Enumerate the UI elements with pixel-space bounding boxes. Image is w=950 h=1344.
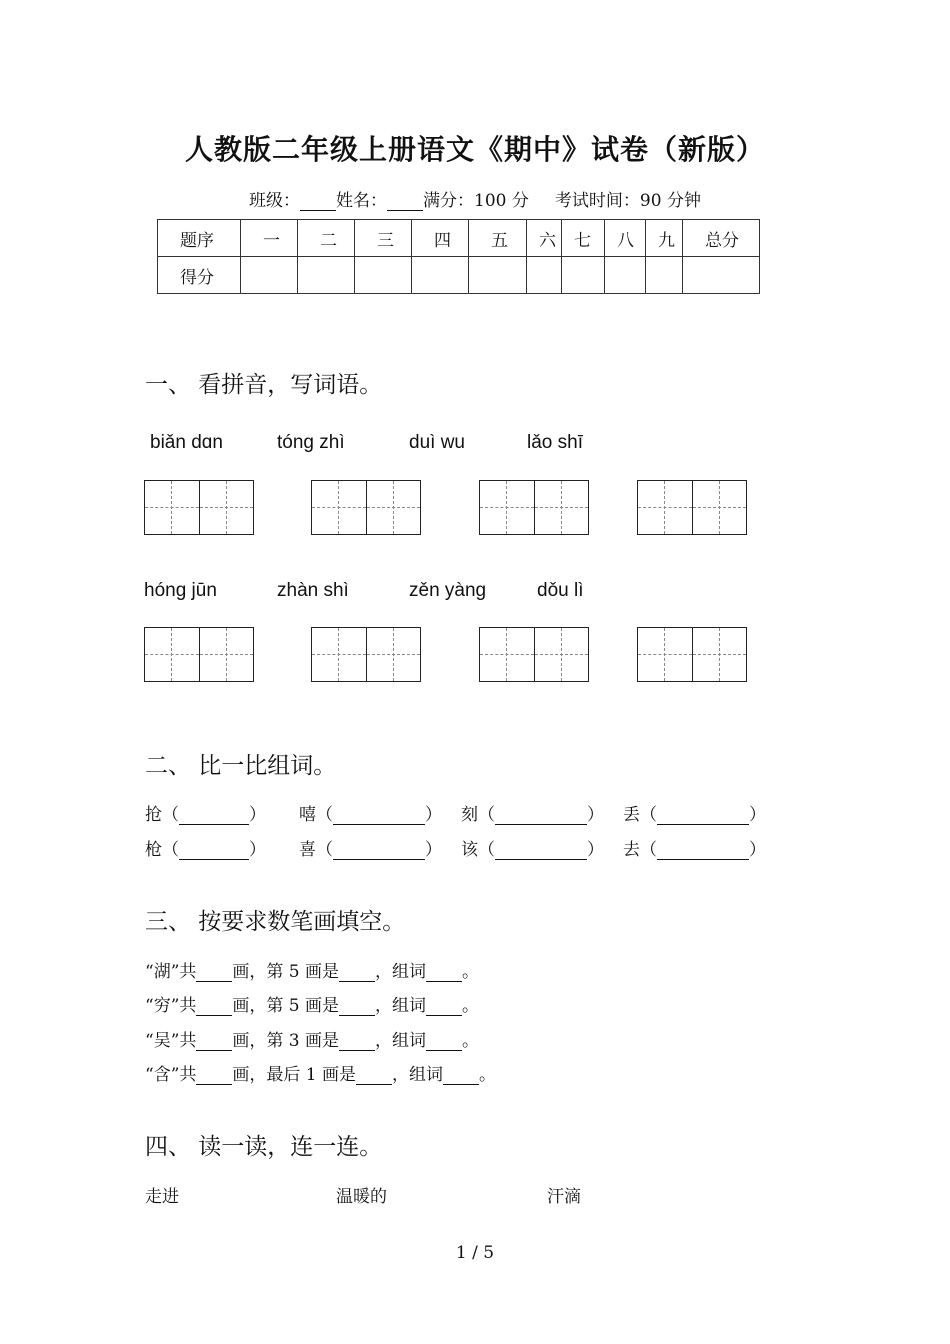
score-cell[interactable] bbox=[469, 257, 527, 294]
answer-blank[interactable] bbox=[196, 965, 232, 982]
name-label: 姓名： bbox=[336, 191, 388, 211]
answer-blank[interactable] bbox=[495, 808, 587, 825]
pinyin-label: dǒu lì bbox=[537, 580, 584, 601]
writing-grid[interactable] bbox=[311, 480, 421, 535]
full-score: 满分：100 分 bbox=[423, 191, 529, 211]
class-blank[interactable] bbox=[300, 192, 336, 211]
row-label: 得分 bbox=[158, 257, 241, 294]
match-word[interactable]: 走进 bbox=[145, 1187, 179, 1207]
compare-item: 枪（ ） bbox=[145, 840, 266, 860]
char: 枪 bbox=[145, 840, 162, 860]
compare-item: 丢（ ） bbox=[623, 805, 766, 825]
score-cell[interactable] bbox=[683, 257, 760, 294]
answer-blank[interactable] bbox=[196, 1034, 232, 1051]
stroke-question: “吴”共 画，第 3 画是 ，组词 。 bbox=[145, 1031, 480, 1051]
stroke-question: “湖”共 画，第 5 画是 ，组词 。 bbox=[145, 962, 480, 982]
score-cell[interactable] bbox=[527, 257, 562, 294]
answer-blank[interactable] bbox=[339, 965, 375, 982]
writing-grid[interactable] bbox=[311, 627, 421, 682]
stroke-question: “穷”共 画，第 5 画是 ，组词 。 bbox=[145, 996, 480, 1016]
table-header-cell: 总分 bbox=[683, 220, 760, 257]
pinyin-label: zhàn shì bbox=[277, 580, 349, 601]
pinyin-label: duì wu bbox=[409, 432, 465, 453]
writing-grid[interactable] bbox=[479, 480, 589, 535]
answer-blank[interactable] bbox=[426, 999, 462, 1016]
pinyin-label: hóng jūn bbox=[144, 580, 217, 601]
answer-blank[interactable] bbox=[179, 808, 249, 825]
table-header-cell: 三 bbox=[355, 220, 412, 257]
match-word[interactable]: 温暖的 bbox=[336, 1187, 387, 1207]
page-number: 1 / 5 bbox=[455, 1243, 495, 1263]
score-cell[interactable] bbox=[355, 257, 412, 294]
compare-item: 抢（ ） bbox=[145, 805, 266, 825]
exam-time: 考试时间：90 分钟 bbox=[554, 191, 701, 211]
answer-blank[interactable] bbox=[657, 808, 749, 825]
score-table-row bbox=[158, 257, 760, 294]
answer-blank[interactable] bbox=[356, 1068, 392, 1085]
score-cell[interactable] bbox=[412, 257, 469, 294]
exam-info bbox=[0, 186, 950, 211]
pinyin-label: lǎo shī bbox=[527, 432, 583, 453]
table-header-cell: 七 bbox=[562, 220, 605, 257]
writing-grid[interactable] bbox=[637, 627, 747, 682]
char: 丢 bbox=[623, 805, 640, 825]
answer-blank[interactable] bbox=[339, 999, 375, 1016]
char: 去 bbox=[623, 840, 640, 860]
char: 抢 bbox=[145, 805, 162, 825]
answer-blank[interactable] bbox=[443, 1068, 479, 1085]
writing-grid[interactable] bbox=[637, 480, 747, 535]
table-header-cell: 五 bbox=[469, 220, 527, 257]
compare-item: 喜（ ） bbox=[299, 840, 442, 860]
table-header-cell: 九 bbox=[646, 220, 683, 257]
answer-blank[interactable] bbox=[333, 808, 425, 825]
char: 嘻 bbox=[299, 805, 316, 825]
char: 刻 bbox=[461, 805, 478, 825]
pinyin-label: biǎn dɑn bbox=[150, 432, 223, 453]
score-cell[interactable] bbox=[562, 257, 605, 294]
char: 该 bbox=[461, 840, 478, 860]
table-header-cell: 二 bbox=[298, 220, 355, 257]
answer-blank[interactable] bbox=[657, 843, 749, 860]
pinyin-label: tóng zhì bbox=[277, 432, 345, 453]
writing-grid[interactable] bbox=[479, 627, 589, 682]
name-blank[interactable] bbox=[387, 192, 423, 211]
answer-blank[interactable] bbox=[339, 1034, 375, 1051]
compare-item: 嘻（ ） bbox=[299, 805, 442, 825]
table-header-cell: 八 bbox=[605, 220, 646, 257]
match-word[interactable]: 汗滴 bbox=[547, 1187, 581, 1207]
answer-blank[interactable] bbox=[333, 843, 425, 860]
score-cell[interactable] bbox=[298, 257, 355, 294]
table-header-cell: 四 bbox=[412, 220, 469, 257]
class-label: 班级： bbox=[249, 191, 301, 211]
score-cell[interactable] bbox=[241, 257, 298, 294]
page-title: 人教版二年级上册语文《期中》试卷（新版） bbox=[184, 133, 765, 166]
answer-blank[interactable] bbox=[426, 1034, 462, 1051]
section3-heading: 三、 按要求数笔画填空。 bbox=[145, 909, 406, 935]
table-header-cell: 一 bbox=[241, 220, 298, 257]
compare-item: 去（ ） bbox=[623, 840, 766, 860]
answer-blank[interactable] bbox=[426, 965, 462, 982]
compare-item: 刻（ ） bbox=[461, 805, 604, 825]
char: 喜 bbox=[299, 840, 316, 860]
score-table-header-row bbox=[158, 220, 760, 257]
answer-blank[interactable] bbox=[179, 843, 249, 860]
stroke-question: “含”共 画，最后 1 画是 ，组词 。 bbox=[145, 1065, 497, 1085]
table-header-cell: 六 bbox=[527, 220, 562, 257]
compare-item: 该（ ） bbox=[461, 840, 604, 860]
answer-blank[interactable] bbox=[196, 1068, 232, 1085]
score-cell[interactable] bbox=[646, 257, 683, 294]
answer-blank[interactable] bbox=[495, 843, 587, 860]
score-cell[interactable] bbox=[605, 257, 646, 294]
answer-blank[interactable] bbox=[196, 999, 232, 1016]
writing-grid[interactable] bbox=[144, 480, 254, 535]
writing-grid[interactable] bbox=[144, 627, 254, 682]
section1-heading: 一、 看拼音，写词语。 bbox=[145, 372, 383, 398]
table-header-cell: 题序 bbox=[158, 220, 241, 257]
pinyin-label: zěn yàng bbox=[409, 580, 487, 601]
section4-heading: 四、 读一读，连一连。 bbox=[145, 1134, 383, 1160]
score-table bbox=[157, 219, 760, 294]
section2-heading: 二、 比一比组词。 bbox=[145, 753, 337, 779]
